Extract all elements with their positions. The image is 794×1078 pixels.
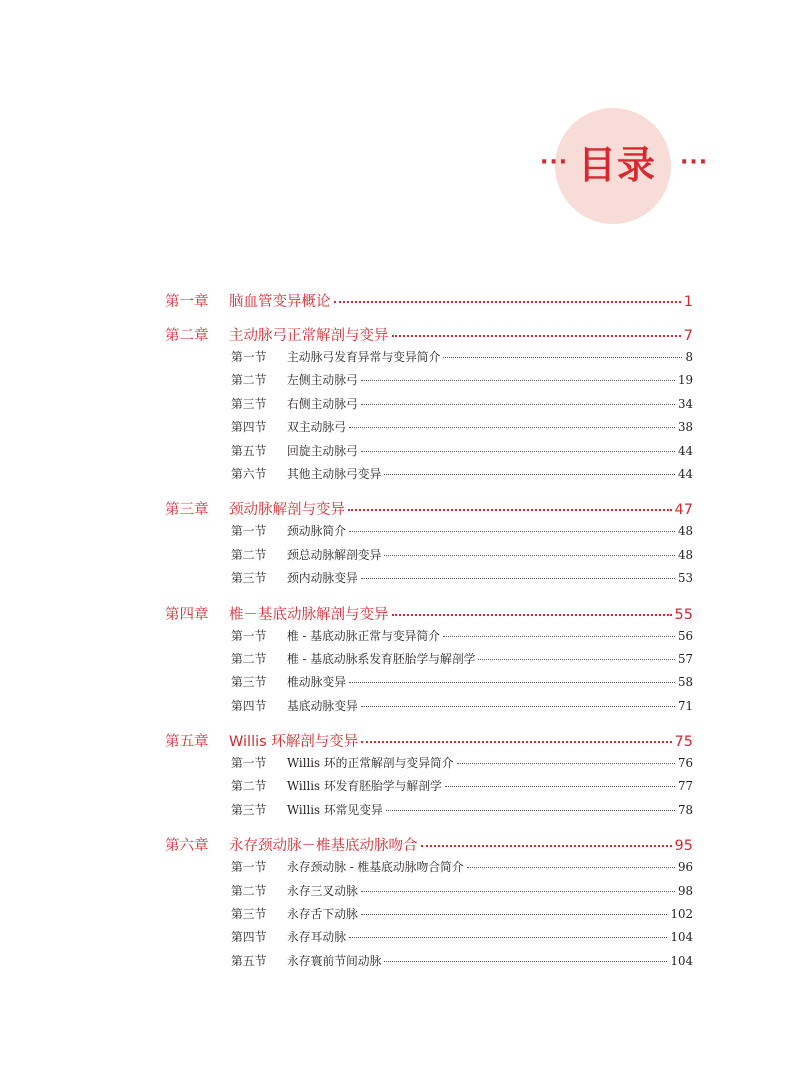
table-of-contents: [165, 290, 693, 985]
section-row[interactable]: [231, 395, 693, 418]
chapter-title: 永存颈动脉－椎基底动脉吻合: [229, 838, 418, 855]
chapter-leader: [361, 741, 671, 743]
chapter-row[interactable]: [165, 324, 693, 348]
chapter-page: 7: [683, 328, 693, 344]
section-number: 第四节: [231, 420, 267, 435]
section-number: 第六节: [231, 466, 267, 481]
section-title: 椎 - 基底动脉正常与变异简介: [287, 628, 441, 643]
toc-header: [0, 0, 794, 240]
chapter-entry: [165, 498, 693, 592]
chapter-entry: [165, 324, 693, 488]
section-list: [165, 627, 693, 721]
section-page: 57: [677, 651, 693, 666]
section-title: 回旋主动脉弓: [287, 443, 358, 458]
section-page: 38: [677, 420, 693, 435]
chapter-title: 主动脉弓正常解剖与变异: [229, 328, 389, 344]
section-number: 第一节: [231, 350, 267, 364]
section-title: 左侧主动脉弓: [287, 373, 358, 388]
section-row[interactable]: [231, 928, 693, 951]
section-title: 颈内动脉变异: [287, 571, 358, 586]
section-page: 78: [677, 802, 693, 817]
section-list: [165, 348, 693, 488]
chapter-page: 55: [674, 606, 693, 623]
section-row[interactable]: [231, 465, 693, 488]
section-title: 永存颈动脉 - 椎基底动脉吻合简介: [287, 860, 464, 875]
section-title: Willis 环常见变异: [287, 802, 383, 817]
section-number: 第三节: [231, 571, 267, 586]
section-row[interactable]: [231, 673, 693, 696]
section-number: 第三节: [231, 396, 267, 411]
page-title: 目录: [577, 143, 656, 187]
section-title: 基底动脉变异: [287, 698, 358, 713]
section-number: 第五节: [231, 953, 267, 968]
chapter-title: Willis 环解剖与变异: [229, 734, 359, 751]
section-row[interactable]: [231, 801, 693, 824]
section-number: 第四节: [231, 698, 267, 713]
chapter-leader: [392, 335, 681, 337]
section-row[interactable]: [231, 418, 693, 441]
section-page: 19: [677, 373, 693, 388]
section-number: 第三节: [231, 907, 267, 922]
chapter-leader: [421, 845, 672, 847]
section-row[interactable]: [231, 697, 693, 720]
section-title: 永存寰前节间动脉: [287, 953, 382, 968]
section-title: 右侧主动脉弓: [287, 396, 358, 411]
section-number: 第五节: [231, 443, 267, 458]
chapter-number: 第二章: [165, 328, 209, 344]
section-number: 第三节: [231, 675, 267, 690]
chapter-page: 47: [674, 502, 693, 519]
section-title: Willis 环发育胚胎学与解剖学: [287, 779, 442, 794]
chapter-entry: [165, 730, 693, 824]
section-number: 第一节: [231, 628, 267, 643]
section-number: 第二节: [231, 651, 267, 666]
section-number: 第四节: [231, 930, 267, 945]
section-leader: [445, 786, 675, 787]
section-leader: [349, 531, 675, 532]
section-leader: [361, 891, 675, 892]
section-row[interactable]: [231, 952, 693, 975]
section-leader: [384, 555, 675, 556]
chapter-leader: [348, 509, 672, 511]
chapter-number: 第五章: [165, 734, 209, 751]
chapter-page: 1: [683, 294, 693, 310]
section-leader: [361, 380, 675, 381]
section-leader: [443, 636, 675, 637]
section-number: 第二节: [231, 373, 267, 388]
section-leader: [467, 867, 675, 868]
chapter-number: 第六章: [165, 838, 209, 855]
section-leader: [349, 682, 675, 683]
section-list: [165, 522, 693, 592]
section-number: 第二节: [231, 547, 267, 562]
section-page: 102: [670, 907, 693, 922]
chapter-number: 第三章: [165, 502, 209, 519]
section-row[interactable]: [231, 371, 693, 394]
section-title: 颈动脉简介: [287, 524, 346, 539]
chapter-row[interactable]: [165, 603, 693, 627]
section-row[interactable]: [231, 650, 693, 673]
chapter-row[interactable]: [165, 498, 693, 522]
section-leader: [384, 474, 675, 475]
chapter-row[interactable]: [165, 290, 693, 314]
section-row[interactable]: [231, 546, 693, 569]
section-leader: [384, 961, 667, 962]
section-page: 44: [677, 466, 693, 481]
section-title: 永存三叉动脉: [287, 883, 358, 898]
section-row[interactable]: [231, 569, 693, 592]
section-leader: [349, 427, 675, 428]
section-title: 永存舌下动脉: [287, 907, 358, 922]
section-row[interactable]: [231, 627, 693, 650]
chapter-row[interactable]: [165, 730, 693, 754]
section-title: 椎动脉变异: [287, 675, 346, 690]
chapter-leader: [334, 301, 681, 303]
section-row[interactable]: [231, 348, 693, 371]
section-page: 104: [670, 953, 693, 968]
section-page: 76: [677, 756, 693, 771]
chapter-leader: [392, 614, 672, 616]
chapter-title: 椎－基底动脉解剖与变异: [229, 606, 389, 623]
section-row[interactable]: [231, 858, 693, 881]
section-leader: [361, 706, 675, 707]
section-title: 椎 - 基底动脉系发育胚胎学与解剖学: [287, 651, 476, 666]
section-row[interactable]: [231, 777, 693, 800]
section-row[interactable]: [231, 442, 693, 465]
section-page: 104: [670, 930, 693, 945]
section-leader: [478, 659, 675, 660]
section-leader: [457, 763, 675, 764]
section-page: 71: [677, 698, 693, 713]
section-title: 永存耳动脉: [287, 930, 346, 945]
section-leader: [361, 451, 675, 452]
chapter-entry: [165, 834, 693, 975]
section-row[interactable]: [231, 905, 693, 928]
section-number: 第二节: [231, 779, 267, 794]
section-number: 第二节: [231, 883, 267, 898]
chapter-title: 颈动脉解剖与变异: [229, 502, 345, 519]
section-page: 48: [677, 547, 693, 562]
section-page: 96: [677, 860, 693, 875]
title-dots-left: ···: [540, 150, 569, 175]
section-row[interactable]: [231, 522, 693, 545]
section-leader: [443, 357, 682, 358]
chapter-entry: [165, 603, 693, 721]
section-list: [165, 858, 693, 975]
section-title: Willis 环的正常解剖与变异简介: [287, 756, 454, 771]
section-row[interactable]: [231, 754, 693, 777]
section-page: 53: [677, 571, 693, 586]
chapter-entry: [165, 290, 693, 314]
section-title: 颈总动脉解剖变异: [287, 547, 382, 562]
section-page: 56: [677, 628, 693, 643]
section-page: 58: [677, 675, 693, 690]
chapter-number: 第一章: [165, 294, 209, 310]
title-dots-right: ···: [680, 150, 709, 175]
chapter-row[interactable]: [165, 834, 693, 858]
chapter-title: 脑血管变异概论: [229, 294, 331, 310]
section-title: 主动脉弓发育异常与变异简介: [287, 350, 441, 364]
section-list: [165, 754, 693, 824]
section-leader: [361, 578, 675, 579]
section-title: 双主动脉弓: [287, 420, 346, 435]
section-leader: [386, 810, 675, 811]
section-page: 8: [685, 350, 693, 364]
section-leader: [361, 914, 668, 915]
section-page: 44: [677, 443, 693, 458]
section-number: 第三节: [231, 802, 267, 817]
section-page: 48: [677, 524, 693, 539]
section-leader: [349, 937, 667, 938]
section-leader: [361, 404, 675, 405]
section-number: 第一节: [231, 756, 267, 771]
section-page: 77: [677, 779, 693, 794]
chapter-number: 第四章: [165, 606, 209, 623]
section-number: 第一节: [231, 860, 267, 875]
section-title: 其他主动脉弓变异: [287, 466, 382, 481]
section-page: 34: [677, 396, 693, 411]
section-row[interactable]: [231, 882, 693, 905]
section-page: 98: [677, 883, 693, 898]
section-number: 第一节: [231, 524, 267, 539]
chapter-page: 95: [674, 838, 693, 855]
chapter-page: 75: [674, 734, 693, 751]
